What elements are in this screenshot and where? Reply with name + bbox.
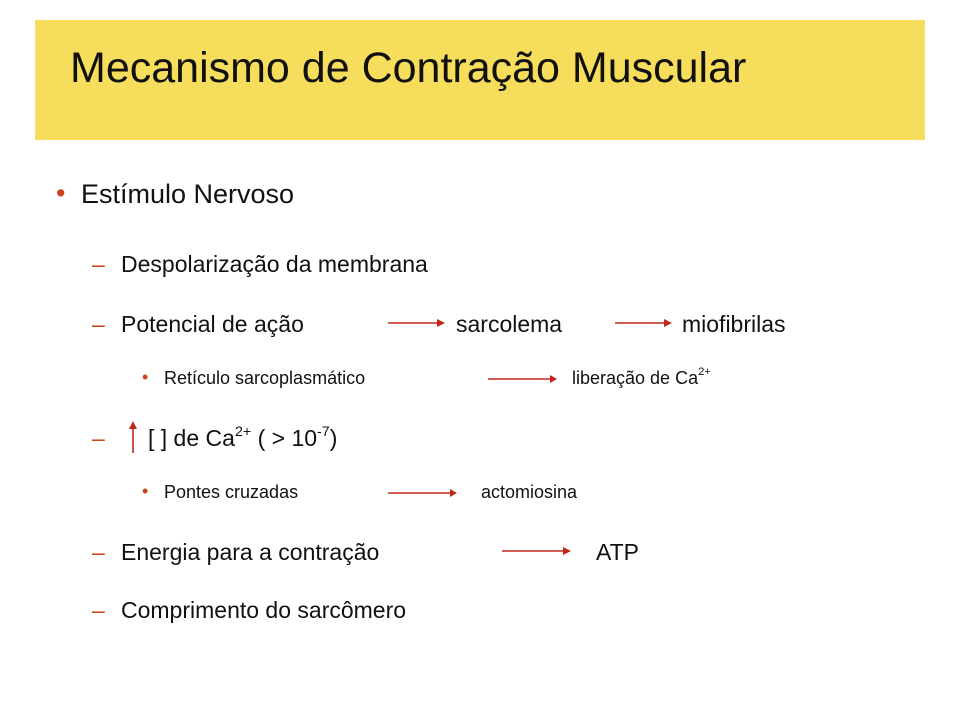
stimulus-heading: Estímulo Nervoso (81, 179, 295, 209)
dash-marker: – (92, 539, 105, 565)
right-arrow-icon (615, 315, 673, 331)
right-arrow-icon (388, 315, 446, 331)
right-arrow-icon (502, 543, 572, 559)
atp-text: ATP (596, 539, 640, 565)
right-arrow-icon (388, 486, 458, 500)
dash-marker: – (92, 311, 105, 337)
dash-marker: – (92, 425, 105, 451)
action-potential-text: Potencial de ação (121, 311, 304, 337)
cross-bridges-text: Pontes cruzadas (164, 482, 299, 502)
dash-marker: – (92, 597, 105, 623)
up-arrow-icon (126, 420, 140, 454)
depolarization-text: Despolarização da membrana (121, 251, 428, 277)
slide-title: Mecanismo de Contração Muscular (70, 44, 747, 92)
energy-text: Energia para a contração (121, 539, 380, 565)
bullet-marker: • (56, 178, 66, 208)
dash-marker: – (92, 251, 105, 277)
right-arrow-icon (488, 372, 558, 386)
sarcomere-text: Comprimento do sarcômero (121, 597, 407, 623)
bullet-marker: • (142, 481, 149, 501)
reticulum-text: Retículo sarcoplasmático (164, 368, 366, 388)
calcium-concentration-text: [ ] de $Ca^{2+}$ ( > $10^{-7}$) (148, 423, 338, 451)
actomyosin-text: actomiosina (481, 482, 578, 502)
bullet-marker: • (142, 367, 149, 387)
myofibrils-text: miofibrilas (682, 311, 786, 337)
calcium-release-text: liberação de $Ca^{2+}$ (572, 366, 711, 388)
sarcolemma-text: sarcolema (456, 311, 563, 337)
